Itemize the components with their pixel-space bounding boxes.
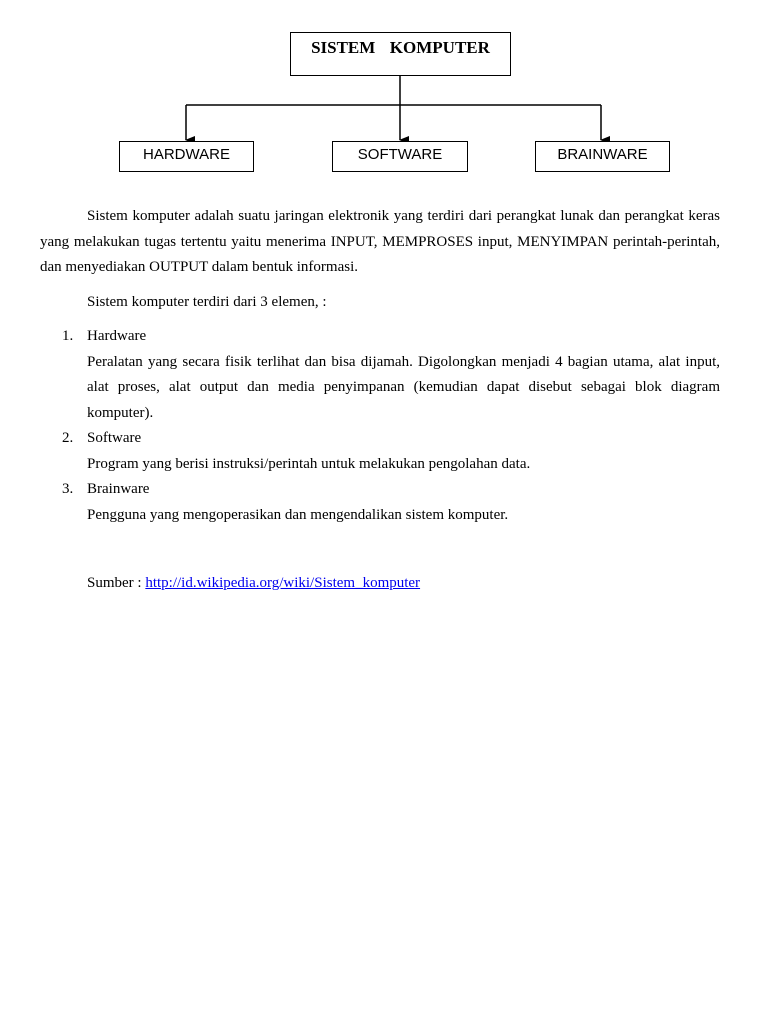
list-number: 3. [62,481,74,497]
root-node-label: SISTEM KOMPUTER [311,38,490,57]
source-citation [87,571,420,597]
element-list [40,324,720,528]
lead-paragraph: Sistem komputer terdiri dari 3 elemen, : [87,294,327,310]
list-item-title: Hardware [87,328,147,344]
software-node-label: SOFTWARE [357,146,443,163]
list-number: 2. [62,430,74,446]
list-item-description: Peralatan yang secara fisik terlihat dan bisa dijamah. Digolongkan menjadi 4 bagian utama, alat input, alat proses, alat output dan media penyimpanan (kemudian dapat disebut sebagai blok diagram komputer). [87,353,720,421]
child-node-brainware [535,141,670,172]
hierarchy-diagram [0,0,768,180]
brainware-node-label: BRAINWARE [557,146,648,163]
source-link[interactable]: http://id.wikipedia.org/wiki/Sistem_komputer [145,575,421,591]
list-item-description: Pengguna yang mengoperasikan dan mengendalikan sistem komputer. [87,506,509,523]
source-label: Sumber : [87,575,146,591]
list-number: 1. [62,328,74,344]
list-item-title: Brainware [87,481,150,497]
list-item-brainware [40,477,720,528]
intro-paragraph: Sistem komputer adalah suatu jaringan elektronik yang terdiri dari perangkat lunak dan perangkat keras yang melakukan tugas tertentu yaitu menerima INPUT, MEMPROSES input, MENYIMPAN perintah-perintah, dan menyediakan OUTPUT dalam bentuk informasi. [40,208,720,275]
list-item-hardware [40,324,720,426]
child-node-hardware [119,141,254,172]
list-item-software [40,426,720,477]
hardware-node-label: HARDWARE [143,146,230,163]
child-node-software [332,141,468,172]
root-node-sistem-komputer [290,32,511,76]
list-item-description: Program yang berisi instruksi/perintah untuk melakukan pengolahan data. [87,455,531,472]
list-item-title: Software [87,430,142,446]
